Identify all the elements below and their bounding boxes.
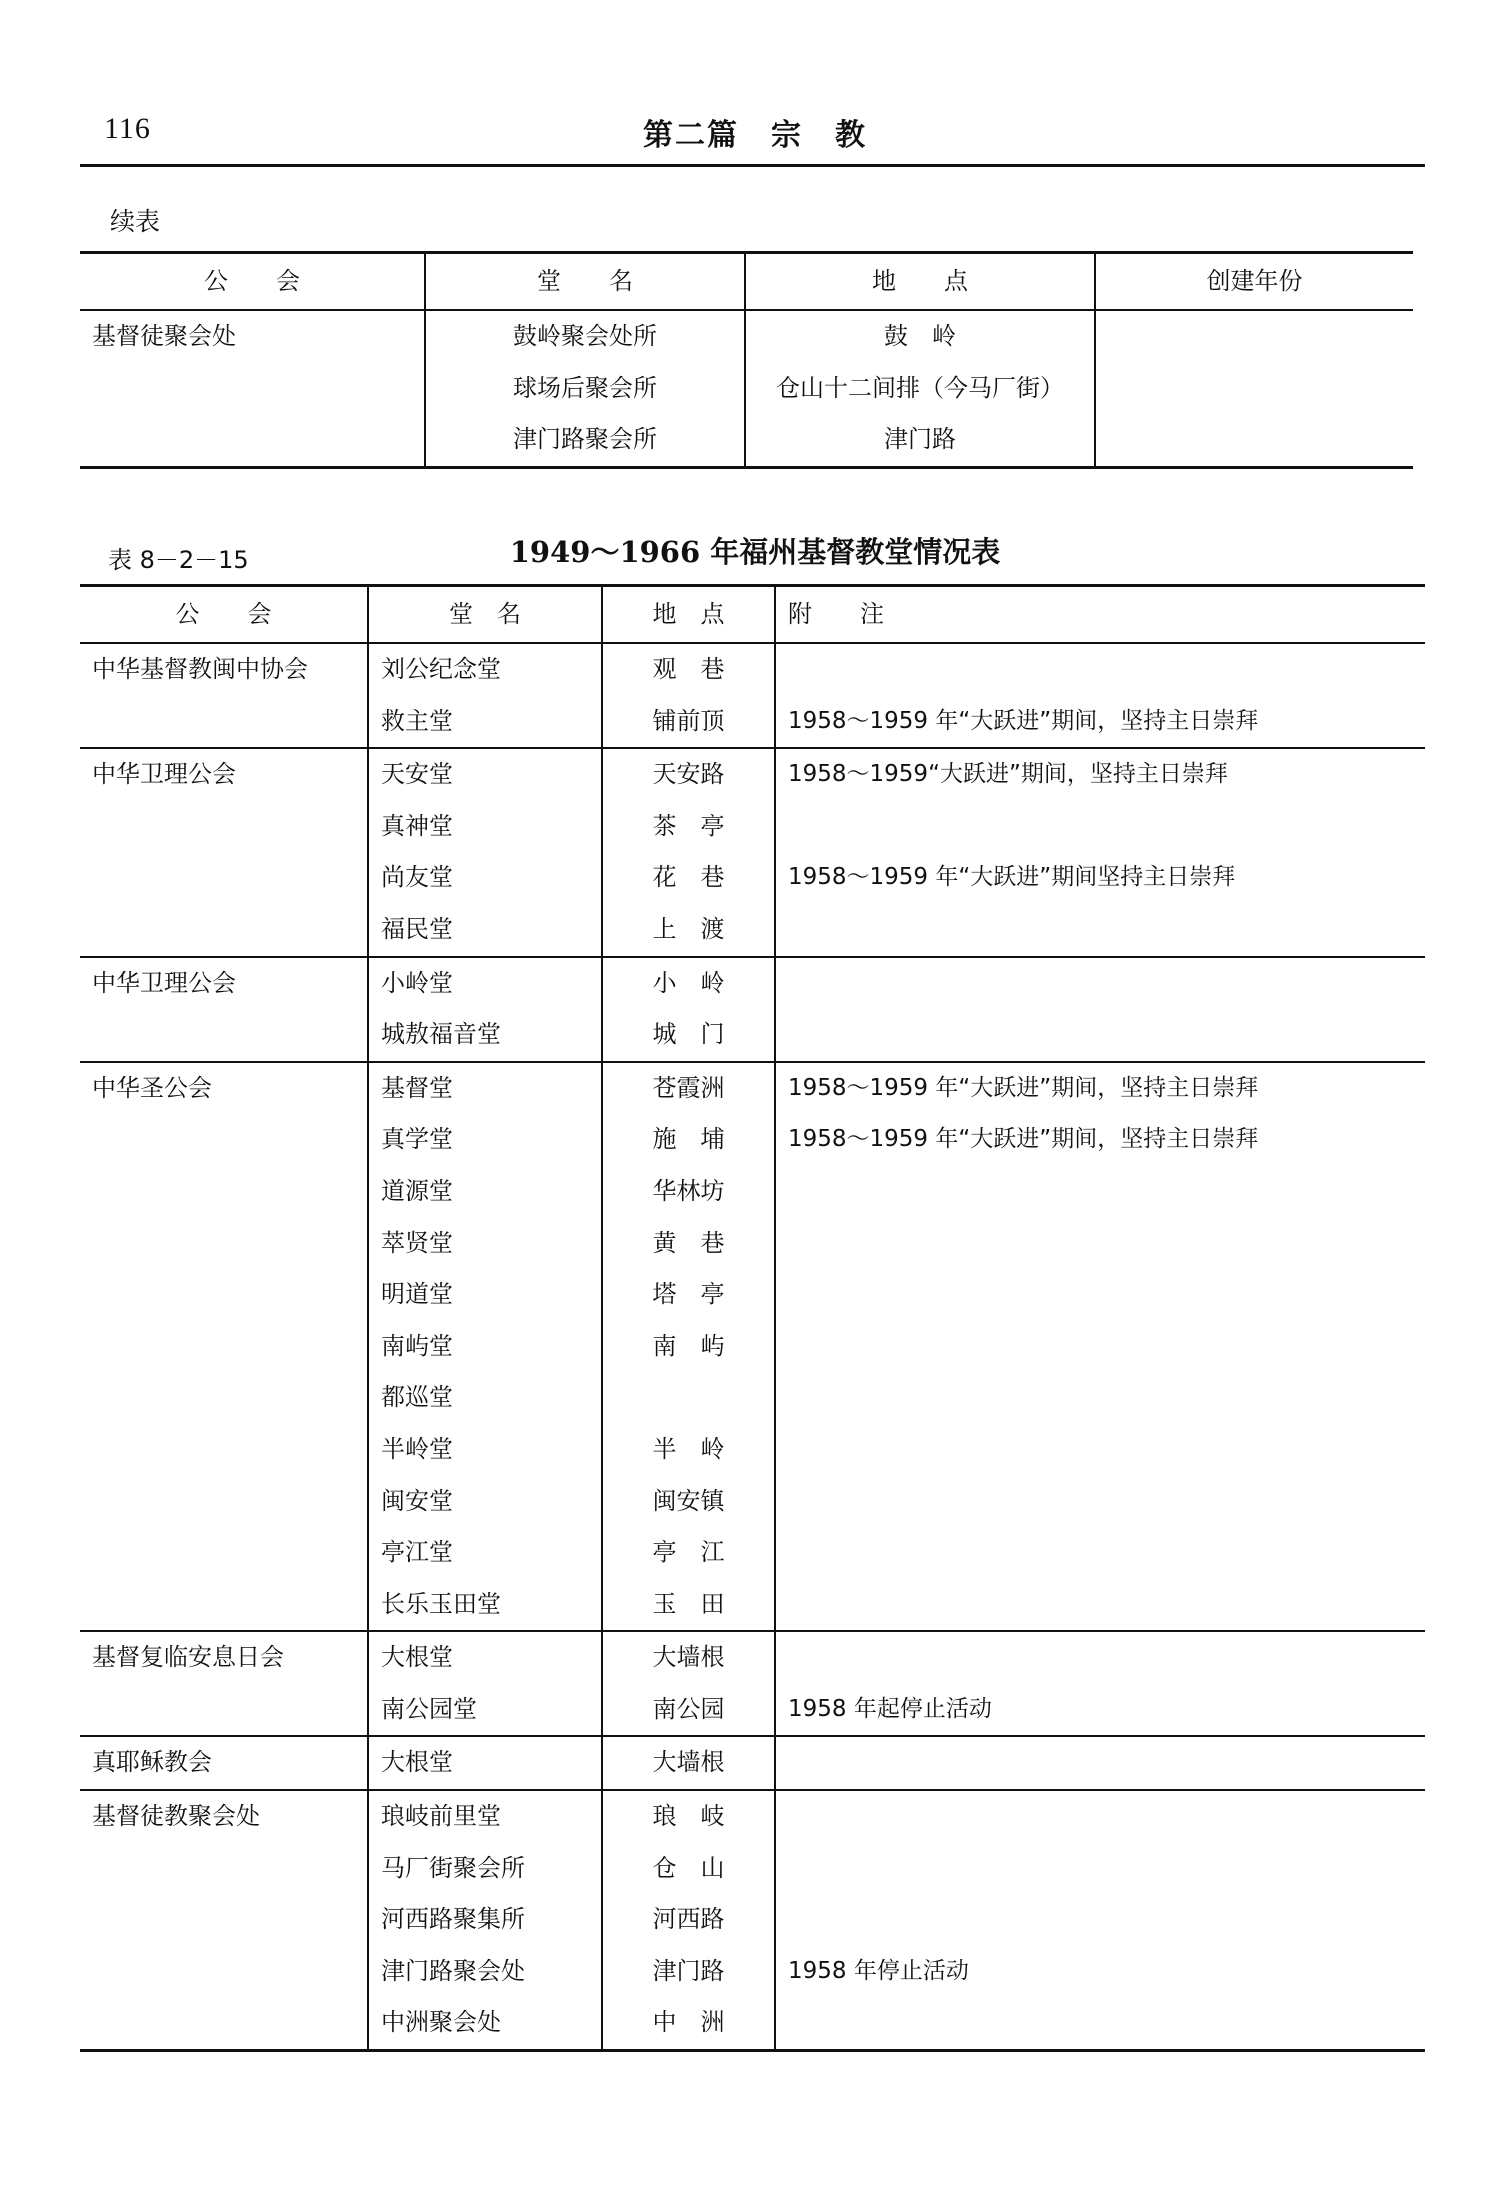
- header-founded-year: 创建年份: [1095, 253, 1413, 311]
- notes-cell: [775, 1372, 1425, 1424]
- header-association: 公 会: [80, 586, 368, 644]
- church-name-cell: 津门路聚会处: [368, 1946, 602, 1998]
- header-church-name: 堂 名: [368, 586, 602, 644]
- location-cell: 南 屿: [602, 1321, 775, 1373]
- location-cell: 南公园: [602, 1684, 775, 1737]
- location-cell: 天安路: [602, 748, 775, 801]
- header-location: 地 点: [602, 586, 775, 644]
- church-name-cell: 琅岐前里堂: [368, 1790, 602, 1843]
- continued-table-label: 续表: [110, 207, 161, 236]
- church-name-cell: 南屿堂: [368, 1321, 602, 1373]
- church-name-cell: 亭江堂: [368, 1527, 602, 1579]
- church-name-cell: 基督堂: [368, 1062, 602, 1115]
- location-cell: 仓 山: [602, 1843, 775, 1895]
- notes-cell: [775, 1527, 1425, 1579]
- table-title: 1949～1966 年福州基督教堂情况表: [509, 535, 1001, 569]
- location-cell: 中 洲: [602, 1997, 775, 2050]
- location-cell: 大墙根: [602, 1631, 775, 1684]
- notes-cell: [775, 1997, 1425, 2050]
- church-name-cell: 尚友堂: [368, 852, 602, 904]
- church-name-cell: 明道堂: [368, 1269, 602, 1321]
- church-name-cell: 南公园堂: [368, 1684, 602, 1737]
- location-cell: 城 门: [602, 1009, 775, 1062]
- location-cell: 仓山十二间排（今马厂街）: [745, 363, 1095, 415]
- location-cell: 津门路: [745, 414, 1095, 467]
- table-row: [80, 643, 1425, 696]
- notes-cell: [775, 1009, 1425, 1062]
- location-cell: 茶 亭: [602, 801, 775, 853]
- notes-cell: [775, 643, 1425, 696]
- notes-cell: [775, 1321, 1425, 1373]
- association-cell: 中华圣公会: [80, 1062, 368, 1632]
- table-number: 表 8－2－15: [108, 546, 249, 574]
- table-row: [80, 310, 1413, 363]
- notes-cell: [775, 1166, 1425, 1218]
- location-cell: 亭 江: [602, 1527, 775, 1579]
- notes-cell: [775, 1476, 1425, 1528]
- notes-cell: [775, 1843, 1425, 1895]
- location-cell: 铺前顶: [602, 696, 775, 749]
- church-name-cell: 福民堂: [368, 904, 602, 957]
- notes-cell: 1958 年停止活动: [775, 1946, 1425, 1998]
- notes-cell: [775, 1894, 1425, 1946]
- church-name-cell: 真神堂: [368, 801, 602, 853]
- association-cell: 中华卫理公会: [80, 957, 368, 1062]
- founded-year-cell: [1095, 310, 1413, 363]
- notes-cell: 1958～1959 年“大跃进”期间，坚持主日崇拜: [775, 1114, 1425, 1166]
- church-name-cell: 球场后聚会所: [425, 363, 745, 415]
- location-cell: 塔 亭: [602, 1269, 775, 1321]
- church-name-cell: 大根堂: [368, 1631, 602, 1684]
- founded-year-cell: [1095, 363, 1413, 415]
- header-notes: 附 注: [775, 586, 1425, 644]
- church-name-cell: 闽安堂: [368, 1476, 602, 1528]
- location-cell: 大墙根: [602, 1736, 775, 1790]
- church-name-cell: 都巡堂: [368, 1372, 602, 1424]
- table-row: [80, 363, 1413, 415]
- location-cell: 鼓 岭: [745, 310, 1095, 363]
- location-cell: 玉 田: [602, 1579, 775, 1632]
- location-cell: 花 巷: [602, 852, 775, 904]
- location-cell: 苍霞洲: [602, 1062, 775, 1115]
- table-row: [80, 1790, 1425, 1843]
- notes-cell: [775, 1790, 1425, 1843]
- association-cell: [80, 414, 425, 467]
- church-name-cell: 刘公纪念堂: [368, 643, 602, 696]
- founded-year-cell: [1095, 414, 1413, 467]
- notes-cell: [775, 1631, 1425, 1684]
- notes-cell: [775, 1218, 1425, 1270]
- location-cell: 琅 岐: [602, 1790, 775, 1843]
- churches-table: [80, 584, 1425, 2052]
- notes-cell: 1958～1959 年“大跃进”期间，坚持主日崇拜: [775, 696, 1425, 749]
- church-name-cell: 萃贤堂: [368, 1218, 602, 1270]
- location-cell: 施 埔: [602, 1114, 775, 1166]
- location-cell: 闽安镇: [602, 1476, 775, 1528]
- header-association: 公 会: [80, 253, 425, 311]
- notes-cell: [775, 1579, 1425, 1632]
- location-cell: 观 巷: [602, 643, 775, 696]
- church-name-cell: 大根堂: [368, 1736, 602, 1790]
- header-church-name: 堂 名: [425, 253, 745, 311]
- table-row: [80, 957, 1425, 1010]
- church-name-cell: 河西路聚集所: [368, 1894, 602, 1946]
- notes-cell: 1958～1959 年“大跃进”期间，坚持主日崇拜: [775, 1062, 1425, 1115]
- location-cell: 河西路: [602, 1894, 775, 1946]
- location-cell: 上 渡: [602, 904, 775, 957]
- church-name-cell: 中洲聚会处: [368, 1997, 602, 2050]
- notes-cell: [775, 1269, 1425, 1321]
- church-name-cell: 城敖福音堂: [368, 1009, 602, 1062]
- location-cell: [602, 1372, 775, 1424]
- location-cell: 津门路: [602, 1946, 775, 1998]
- association-cell: 真耶稣教会: [80, 1736, 368, 1790]
- church-name-cell: 天安堂: [368, 748, 602, 801]
- church-name-cell: 道源堂: [368, 1166, 602, 1218]
- page-number: 116: [104, 112, 151, 145]
- notes-cell: [775, 957, 1425, 1010]
- header-location: 地 点: [745, 253, 1095, 311]
- church-name-cell: 小岭堂: [368, 957, 602, 1010]
- header-rule: [80, 164, 1425, 167]
- notes-cell: [775, 904, 1425, 957]
- association-cell: 基督复临安息日会: [80, 1631, 368, 1736]
- church-name-cell: 半岭堂: [368, 1424, 602, 1476]
- location-cell: 黄 巷: [602, 1218, 775, 1270]
- notes-cell: [775, 1736, 1425, 1790]
- association-cell: [80, 363, 425, 415]
- chapter-header: 第二篇 宗 教: [643, 118, 867, 153]
- table-row: [80, 1736, 1425, 1790]
- table-row: [80, 748, 1425, 801]
- location-cell: 小 岭: [602, 957, 775, 1010]
- table-header-row: [80, 253, 1413, 311]
- table-row: [80, 1631, 1425, 1684]
- association-cell: 中华基督教闽中协会: [92, 655, 308, 683]
- notes-cell: [775, 1424, 1425, 1476]
- association-cell: 基督徒教聚会处: [80, 1790, 368, 2050]
- notes-cell: [775, 801, 1425, 853]
- continued-table: [80, 251, 1413, 469]
- notes-cell: 1958～1959“大跃进”期间，坚持主日崇拜: [775, 748, 1425, 801]
- church-name-cell: 长乐玉田堂: [368, 1579, 602, 1632]
- table-row: [80, 414, 1413, 467]
- church-name-cell: 鼓岭聚会处所: [425, 310, 745, 363]
- location-cell: 华林坊: [602, 1166, 775, 1218]
- location-cell: 半 岭: [602, 1424, 775, 1476]
- association-cell: 基督徒聚会处: [92, 322, 236, 350]
- notes-cell: 1958 年起停止活动: [775, 1684, 1425, 1737]
- table-row: [80, 1062, 1425, 1115]
- church-name-cell: 真学堂: [368, 1114, 602, 1166]
- table-header-row: [80, 586, 1425, 644]
- church-name-cell: 津门路聚会所: [425, 414, 745, 467]
- church-name-cell: 救主堂: [368, 696, 602, 749]
- church-name-cell: 马厂街聚会所: [368, 1843, 602, 1895]
- association-cell: 中华卫理公会: [80, 748, 368, 956]
- notes-cell: 1958～1959 年“大跃进”期间坚持主日崇拜: [775, 852, 1425, 904]
